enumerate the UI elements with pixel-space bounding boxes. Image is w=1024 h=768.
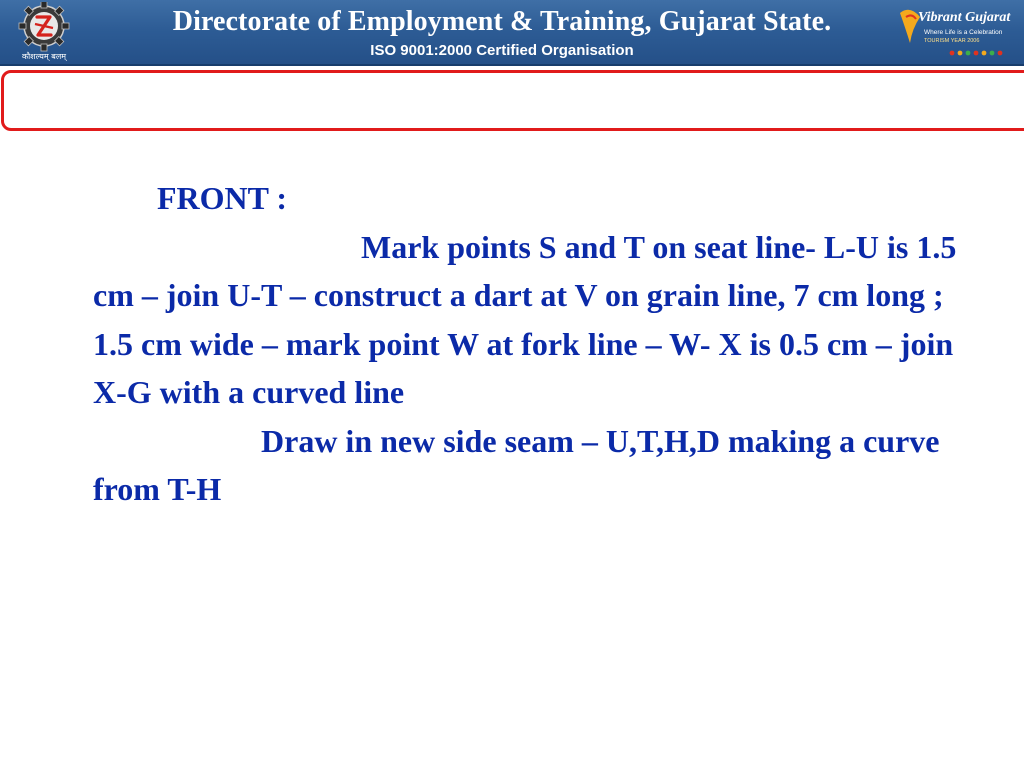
instruction-paragraph-1 (93, 223, 988, 417)
instruction-text-1: Mark points S and T on seat line- L-U is 1.5 cm – join U-T – construct a dart at V on grain line, 7 cm long ; 1.5 cm wide – mark point W at fork line – W- X is 0.5 cm – join X-G with a curved line (93, 228, 957, 410)
header-banner (0, 0, 1024, 66)
page-title: Directorate of Employment & Training, Gujarat State. (172, 6, 832, 37)
vibrant-gujarat-year: TOURISM YEAR 2006 (924, 38, 980, 44)
instruction-paragraph-2 (93, 417, 988, 514)
slide-body (93, 174, 988, 514)
instruction-text-2: Draw in new side seam – U,T,H,D making a curve from T-H (93, 422, 940, 507)
vibrant-gujarat-brand: Vibrant Gujarat (918, 10, 1011, 25)
emblem-caption: कौशल्यम् बलम् (21, 52, 67, 61)
slide-title-placeholder (1, 70, 1024, 131)
vibrant-gujarat-tagline: Where Life is a Celebration (924, 29, 1003, 36)
section-heading: FRONT : (157, 180, 288, 216)
page-subtitle: ISO 9001:2000 Certified Organisation (370, 42, 634, 59)
